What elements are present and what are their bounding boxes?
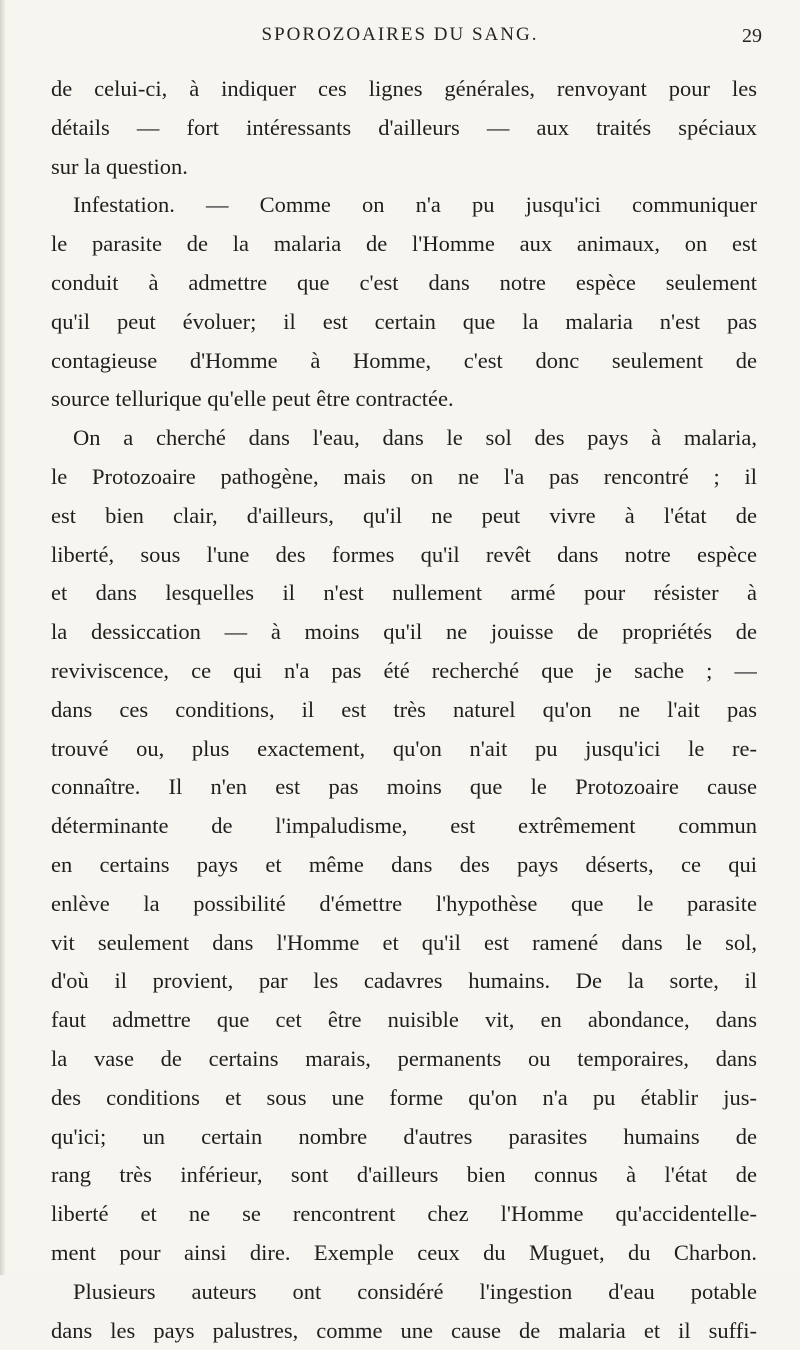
- text-line: source tellurique qu'elle peut être contractée.: [51, 380, 757, 419]
- text-line: reviviscence, ce qui n'a pas été recherché que je sache ; —: [51, 652, 757, 691]
- page-number: 29: [742, 25, 762, 48]
- text-line: des conditions et sous une forme qu'on n'a pu établir jus-: [51, 1079, 757, 1118]
- text-line: trouvé ou, plus exactement, qu'on n'ait pu jusqu'ici le re-: [51, 730, 757, 769]
- text-line: en certains pays et même dans des pays déserts, ce qui: [51, 846, 757, 885]
- text-line: qu'ici; un certain nombre d'autres parasites humains de: [51, 1118, 757, 1157]
- text-line: le Protozoaire pathogène, mais on ne l'a pas rencontré ; il: [51, 458, 757, 497]
- text-line: dans les pays palustres, comme une cause de malaria et il suffi-: [51, 1312, 757, 1350]
- text-line: contagieuse d'Homme à Homme, c'est donc seulement de: [51, 342, 757, 381]
- text-line: faut admettre que cet être nuisible vit, en abondance, dans: [51, 1001, 757, 1040]
- text-line: d'où il provient, par les cadavres humains. De la sorte, il: [51, 962, 757, 1001]
- body-text: [51, 70, 757, 1350]
- text-line: et dans lesquelles il n'est nullement armé pour résister à: [51, 574, 757, 613]
- text-line: dans ces conditions, il est très naturel qu'on ne l'ait pas: [51, 691, 757, 730]
- text-line: enlève la possibilité d'émettre l'hypothèse que le parasite: [51, 885, 757, 924]
- text-line: Plusieurs auteurs ont considéré l'ingestion d'eau potable: [51, 1273, 757, 1312]
- text-line: de celui-ci, à indiquer ces lignes générales, renvoyant pour les: [51, 70, 757, 109]
- text-line: la dessiccation — à moins qu'il ne jouisse de propriétés de: [51, 613, 757, 652]
- text-line: qu'il peut évoluer; il est certain que la malaria n'est pas: [51, 303, 757, 342]
- text-line: conduit à admettre que c'est dans notre espèce seulement: [51, 264, 757, 303]
- text-line: est bien clair, d'ailleurs, qu'il ne peut vivre à l'état de: [51, 497, 757, 536]
- running-head: SPOROZOAIRES DU SANG.: [0, 24, 800, 46]
- text-line: déterminante de l'impaludisme, est extrêmement commun: [51, 807, 757, 846]
- page-header: [0, 24, 800, 54]
- text-line: vit seulement dans l'Homme et qu'il est ramené dans le sol,: [51, 924, 757, 963]
- text-line: détails — fort intéressants d'ailleurs — aux traités spéciaux: [51, 109, 757, 148]
- text-line: liberté et ne se rencontrent chez l'Homme qu'accidentelle-: [51, 1195, 757, 1234]
- text-line: la vase de certains marais, permanents ou temporaires, dans: [51, 1040, 757, 1079]
- text-line: connaître. Il n'en est pas moins que le Protozoaire cause: [51, 768, 757, 807]
- text-line: sur la question.: [51, 148, 757, 187]
- text-line: ment pour ainsi dire. Exemple ceux du Muguet, du Charbon.: [51, 1234, 757, 1273]
- text-line: liberté, sous l'une des formes qu'il revêt dans notre espèce: [51, 536, 757, 575]
- text-line: Infestation. — Comme on n'a pu jusqu'ici communiquer: [51, 186, 757, 225]
- text-line: On a cherché dans l'eau, dans le sol des pays à malaria,: [51, 419, 757, 458]
- text-line: rang très inférieur, sont d'ailleurs bien connus à l'état de: [51, 1156, 757, 1195]
- text-line: le parasite de la malaria de l'Homme aux animaux, on est: [51, 225, 757, 264]
- page-binding-shadow: [0, 0, 6, 1275]
